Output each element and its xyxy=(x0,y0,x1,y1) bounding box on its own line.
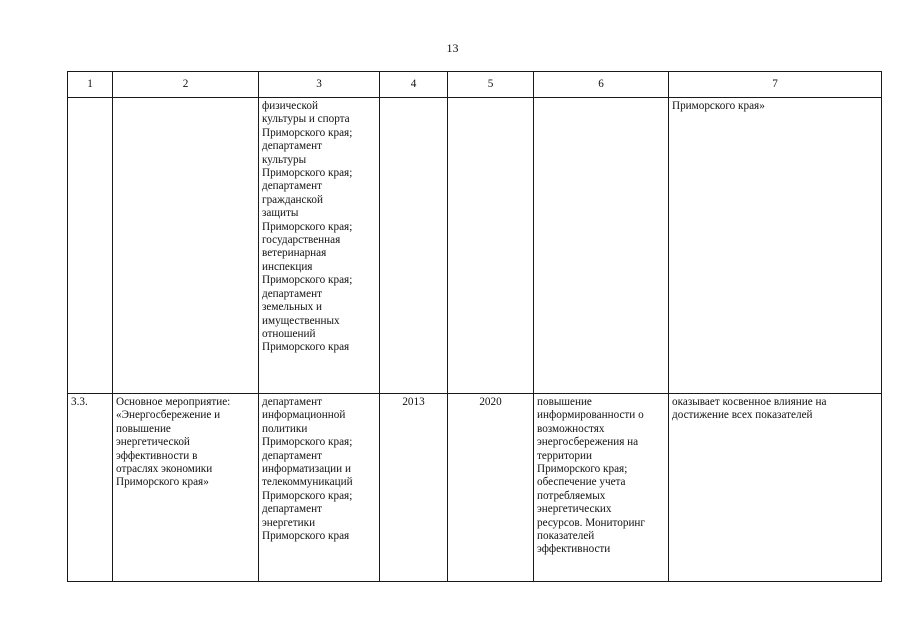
item-number-cell xyxy=(68,98,113,394)
page-number: 13 xyxy=(446,41,459,55)
measure-name-cell xyxy=(113,98,259,394)
expected-result-cell: повышение информированности о возможностях энергосбережения на территории Приморского края; обеспечение учета потребляемых энергетических ресурсов. Мониторинг показателей эффективности xyxy=(534,394,669,582)
start-year-cell: 2013 xyxy=(380,394,448,582)
end-year-cell xyxy=(448,98,534,394)
table-header-row xyxy=(68,72,882,98)
column-header: 2 xyxy=(113,72,259,98)
column-header: 3 xyxy=(259,72,380,98)
table-row xyxy=(68,394,882,582)
start-year-cell xyxy=(380,98,448,394)
executor-cell: департамент информационной политики Приморского края; департамент информатизации и телекоммуникаций Приморского края; департамент энергетики Приморского края xyxy=(259,394,380,582)
column-header: 1 xyxy=(68,72,113,98)
document-table xyxy=(67,71,882,582)
column-header: 6 xyxy=(534,72,669,98)
expected-result-cell xyxy=(534,98,669,394)
item-number-cell: 3.3. xyxy=(68,394,113,582)
indicator-link-cell: Приморского края» xyxy=(669,98,882,394)
table-row xyxy=(68,98,882,394)
column-header: 4 xyxy=(380,72,448,98)
end-year-cell: 2020 xyxy=(448,394,534,582)
executor-cell: физической культуры и спорта Приморского края; департамент культуры Приморского края; департамент гражданской защиты Приморского края; государственная ветеринарная инспекция Приморского края; департамент земельных и имущественных отношений Приморского края xyxy=(259,98,380,394)
column-header: 7 xyxy=(669,72,882,98)
column-header: 5 xyxy=(448,72,534,98)
measure-name-cell: Основное мероприятие: «Энергосбережение и повышение энергетической эффективности в отраслях экономики Приморского края» xyxy=(113,394,259,582)
indicator-link-cell: оказывает косвенное влияние на достижение всех показателей xyxy=(669,394,882,582)
